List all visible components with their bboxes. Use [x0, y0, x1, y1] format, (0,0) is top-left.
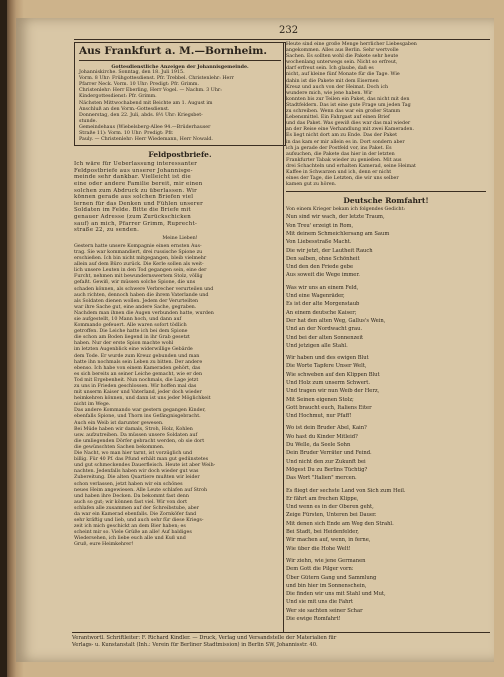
letter-line: sie aufgestellt, 10 Mann hoch, und dann auf: [74, 316, 182, 322]
poem-line: Wie über die Hohe Welt!: [286, 545, 351, 552]
poem-line: Wir ziehn, wie jene Germanen: [286, 557, 366, 564]
continuation-line: darf erfreut sein. Ich glaube, daß es: [286, 66, 374, 72]
letter-line: billig. Für 40 Pf. das Pfund erhält man gut gedünstetes: [74, 457, 209, 463]
intro-line: Feldpostbriefe aus unserer Johannisge-: [74, 167, 193, 174]
poem-line: Du Welle, da Seele Sohn: [286, 442, 351, 449]
poem-line: Wie schweben auf den Klippen Blut: [286, 371, 380, 378]
footer-imprint: [72, 632, 490, 649]
letter-line: Gruß, eure Heimkehrer!: [74, 542, 134, 548]
intro-line: Ich wäre für Ueberlassung interessanter: [74, 161, 198, 168]
letter-line: Wiedersehen, ich liebe euch alle und Kuß und: [74, 536, 186, 542]
section-rule: [286, 191, 486, 192]
notice-line: Johanniskirche. Sonntag, den 18. Juli 1915.: [79, 70, 185, 76]
intro-line: sauf) an mich, Pfarrer Grimm, Ruprecht-: [74, 220, 198, 227]
notice-line: Pauly. — Christenlehr: Herr Wiedemann, Herr Nowald.: [79, 137, 213, 143]
poem-line: Mögest Du zu Berlins Tüchtig?: [286, 466, 368, 473]
letter-line: zeit ich mich geschickt an dem Bier haben; es: [74, 524, 186, 530]
poem-line: An einem deutsche Kaiser;: [286, 309, 357, 316]
letter-line: Gestern hatte unsere Kompagnie einen ernsten Aus-: [74, 243, 202, 249]
page-number: 232: [279, 25, 299, 36]
intro-line: solchen zum Abdruck zu überlassen. Wir: [74, 187, 198, 194]
notice-line: Vorm. 8 Uhr: Frühgottesdienst. Pfr. Trebbel. Christenlehr: Herr: [79, 76, 234, 82]
poem-line: Und nicht den zur Zukunft bei: [286, 458, 366, 465]
letter-line: und haben ihre Decken. Da bekommt fast denn: [74, 493, 189, 499]
continuation-line: Lebensmittel. Ein Fahrgast auf einen Brief: [286, 115, 390, 121]
notice-subtitle: Gottesdienstliche Anzeigen der Johannisgemeinde.: [111, 64, 249, 70]
poem-stanza: [286, 424, 486, 482]
continuation-line: dahin ist die Pakete mit dem Eisernen: [286, 78, 379, 84]
letter-line: Die Nacht, wo man hier tarnt, ist vorzüglich und: [74, 451, 193, 457]
notice-lines: [79, 70, 281, 143]
poem-line: Wo ist dein Bruder Abel, Kain?: [286, 425, 367, 432]
right-column: [286, 42, 486, 627]
poem-stanza: [286, 354, 486, 420]
letter-line: lich unsere Leuten in den Tod gegangen sein, eine der: [74, 268, 207, 274]
poem-line: Gott braucht euch, Italiens Eiter: [286, 404, 372, 411]
letter-line: als Soldaten dienen wollen. Jedem der Verurteilten: [74, 298, 199, 304]
continuation-line: Sachen. Es sollten wohl die Pakete sehr heute: [286, 54, 399, 60]
poem-line: Von Liebesstraße Macht.: [286, 239, 352, 246]
notice-line: Christenlehr: Herr Eberling, Herr Vogel. — Nachm. 3 Uhr:: [79, 88, 222, 94]
continuation-line: wundere mich, wie jene haben. Wir: [286, 90, 373, 96]
continuation-line: Frankfurter Tabak wieder zu genießen. Mit aus: [286, 157, 402, 163]
poem-line: Aus soweit die Wege immer.: [286, 272, 360, 279]
continuation-line: wochenlang unterwegs sein. Nicht so erfreut,: [286, 60, 398, 66]
letter-continuation: [286, 42, 486, 188]
feldpost-intro: [74, 161, 286, 234]
continuation-line: an der Reise eine Verhandlung mit zwei Kameraden.: [286, 127, 414, 133]
letter-line: neues Heim angewiesen. Alle Leute schlafen auf Stroh: [74, 487, 208, 493]
continuation-line: kamen gut zu hören.: [286, 182, 337, 188]
letter-line: mit unserm Kaiser und Vaterland, jeder doch wieder: [74, 390, 202, 396]
poem-line: Wer sie sachten seiner Schar: [286, 607, 363, 614]
poem-line: Nun sind wir wach, der letzte Traum,: [286, 214, 385, 221]
letter-line: Nachdem man ihnen die Augen verbunden hatte, wurden: [74, 310, 214, 316]
continuation-line: und das Paket. Was gewiß dies war das mal wieder: [286, 121, 411, 127]
poem-line: Wir machen auf, wenn, in ferne,: [286, 537, 371, 544]
poem-line: Wo hast du Kinder Mitleid?: [286, 433, 358, 440]
poem-line: Und eine Wagenräder,: [286, 293, 345, 300]
poem-line: Und sie mit uns die Fahrt: [286, 599, 353, 606]
continuation-line: Kreuz und auch von der Heimat. Doch ich: [286, 84, 389, 90]
continuation-line: nicht, auf kleine fünf Monate für die Tage. Wie: [286, 72, 400, 78]
notice-line: Straße 11): Vorm. 10 Uhr: Predigt: Pfr.: [79, 131, 174, 137]
book-spine: [0, 0, 7, 677]
poem-line: Die ewige Romfahrt!: [286, 616, 341, 622]
poem-line: Dem Gott die Pilger vorn:: [286, 566, 354, 573]
letter-line: Furcht, nehmen mit bewundernswertem Stolz, völlig: [74, 274, 203, 280]
letter-line: die gewünschten Sachen bekommen.: [74, 444, 165, 450]
letter-line: schlafen alle zusammen auf der Schreibstube, aber: [74, 505, 199, 511]
letter-body: [74, 244, 286, 549]
poem-line: Was wir uns an einem Feld,: [286, 284, 359, 291]
letter-line: schon verlassen, jetzt haben wir ein schönes: [74, 481, 183, 487]
notice-line: Nächsten Mittwochabend mit Beichte am 1. August im: [79, 100, 213, 106]
letter-line: dem Tode. Er wurde zum Kreuz gebunden und man: [74, 353, 200, 359]
continuation-line: ich ja gerade der Postfeld vor, ins Paket. Es: [286, 145, 392, 151]
letter-line: hatte ihn nochmals sein Leben zu bitten. Der andere: [74, 359, 203, 365]
continuation-line: in das kam er mir allein es in. Dort sondern aber: [286, 139, 405, 145]
poem-title: Deutsche Romfahrt!: [343, 196, 429, 206]
poem-stanza: [286, 557, 486, 623]
notice-title: Aus Frankfurt a. M.—Bornheim.: [79, 45, 268, 57]
poem-line: Die Worte Tapfere Unser Welt,: [286, 363, 367, 370]
letter-line: getroffen. Die Leiche hatte ich bei dem Spione: [74, 329, 188, 335]
continuation-line: Stadtfeldern. Das ist eine gute Frage um jeden Tag: [286, 102, 411, 108]
letter-line: ebenso. Ich habe von einem Kameraden gehört, das: [74, 365, 201, 371]
feldpost-title: Feldpostbriefe.: [148, 150, 212, 160]
letter-line: nicht im Wege.: [74, 402, 111, 408]
intro-line: lernen für das Denken und Fühlen unserer: [74, 200, 204, 207]
notice-rule: [79, 60, 281, 61]
letter-line: zu uns in Frieden geschlossen. Wir hoffen mal das: [74, 384, 197, 389]
continuation-line: zu schreiben. Wenn das war ein großer Stamm: [286, 109, 401, 115]
poem-line: Wir haben und des ewigen Blut: [286, 355, 369, 362]
letter-line: haben. Nur der erste Spion machte wohl: [74, 341, 174, 347]
church-notice-box: [74, 42, 286, 146]
poem-line: Von Treu' erzeigt in Rom,: [286, 222, 354, 229]
letter-line: da war ein Kamerad ebenfalls. Die Zornköfer fand: [74, 511, 197, 517]
intro-line: können gerade aus solchen Briefen viel: [74, 194, 194, 201]
poem-line: Dein Bruder Verräter und Feind.: [286, 450, 372, 457]
poem-line: Er fährt am frechen Klippe,: [286, 495, 359, 502]
notice-line: Kindergottesdienst: Pfr. Grimm.: [79, 94, 157, 100]
poem-line: Bei Stadt, bei Heidenfelder,: [286, 529, 359, 536]
poem-line: Es ist der alte Morgenstaub: [286, 301, 360, 308]
letter-line: Kommando gefeuert. Alle waren sofort tödlich: [74, 323, 187, 329]
continuation-line: Es liegt nicht dort am zu Ende. Das der Paket: [286, 133, 398, 139]
letter-line: die umliegenden Dörfer gebracht werden, ob sie dort: [74, 438, 205, 444]
notice-line: Gemeindehaus (Wiebelsberg-Allee 94.—Brüderhauser: [79, 124, 211, 130]
imprint-line: Verlags- u. Kunstanstalt (Inh.: Verein für Berliner Stadtmission) in Berlin SW, Johannisstr. 40.: [72, 641, 318, 648]
letter-line: auch richten, dennoch haben die ihrem Vaterlande und: [74, 292, 209, 298]
continuation-line: konnten bis zur Teilen ein Paket, das nicht mit den: [286, 96, 410, 102]
poem-line: Mit deinem Schmeichlersang am Saum: [286, 230, 390, 237]
poem-stanza: [286, 487, 486, 553]
letter-line: sehr kräftig und lieb, und auch sehr für diese Kriegs-: [74, 518, 204, 524]
poem-line: Der hat den alten Weg, Gallus's Wein,: [286, 317, 386, 324]
poem-line: Und wenn es in der Oberen geht,: [286, 504, 374, 511]
letter-line: allein auf dem Büro zurück. Die Kerle sollen als weit-: [74, 262, 204, 268]
poem-stanza: [286, 284, 486, 350]
letter-salutation: Meine Lieben!: [162, 235, 198, 241]
letter-line: trag. Sie war kommandiert, drei russische Spione zu: [74, 249, 203, 255]
poem-intro: Von einem Krieger bekam ich folgendes Gedicht:: [286, 207, 406, 213]
letter-line: Tod mit Ergebenheit. Nun nochmals, die Lage jetzt: [74, 377, 199, 383]
poem-line: Und bei der alten Sonnenzeit: [286, 334, 364, 341]
continuation-line: Heute sind eine große Menge herrlicher Liebesgaben: [286, 42, 417, 47]
letter-line: auch so gut; wir können fast viel. Wir von dort: [74, 499, 188, 505]
poem-line: Es fliegt der sechste Land von Sich zum Heil.: [286, 487, 406, 494]
poem-line: und bin hier im Sonnenschein,: [286, 582, 367, 589]
poem-line: Und den den Friede gebe: [286, 264, 354, 271]
top-rule: [74, 39, 490, 40]
continuation-line: drei Schachteln und erhalten Kamerad, seine Heimat: [286, 163, 416, 169]
poem-line: Und Holz zum unserm Schwert.: [286, 379, 370, 386]
notice-line: Donnerstag, den 22. Juli, abds. 8½ Uhr: Kriegsbet-: [79, 112, 203, 118]
letter-line: im letzten Augenblick eine widerwillige Gebärde: [74, 347, 193, 353]
notice-line: stunde.: [79, 118, 98, 124]
intro-line: straße 22, zu senden.: [74, 227, 140, 234]
letter-line: es sich bereits an seiner Leiche gemacht, wie er den: [74, 371, 203, 377]
letter-line: Das andere Kommando war gestern gegangen Kinder,: [74, 408, 206, 414]
intro-line: meinde sehr dankbar. Vielleicht ist die: [74, 174, 191, 181]
intro-line: Soldaten im Felde. Bitte die Briefe mit: [74, 207, 191, 214]
letter-line: ebenfalls Spione, und Thorn ins Gefängnisgebracht.: [74, 414, 201, 420]
letter-line: heimkehren können, und dann ist uns jeder Möglichkeit: [74, 396, 211, 402]
imprint-line: Verantwortl. Schriftleiter: F. Richard Kindler. — Druck, Verlag und Versandstelle der Materialien für: [72, 635, 337, 641]
poem-body: [286, 213, 486, 623]
continuation-line: eines der Tage, die Letzten, die wir uns selber: [286, 176, 399, 182]
letter-line: schaden können, als schwere Verbrecher verurteilen und: [74, 286, 214, 292]
poem-line: Die finden wir uns mit Stahl und Mut,: [286, 591, 386, 598]
poem-line: Und an der Nordwacht grau.: [286, 326, 363, 333]
letter-line: die schon am Boden liegend in ihr Grab gesetzt: [74, 335, 190, 341]
poem-line: Und tragen wir nun Weib der Herz,: [286, 388, 380, 395]
letter-line: usw. aufzutreiben. Da müssen unsere Soldaten auf: [74, 432, 198, 438]
letter-line: scheint mir so. Viele Grüße an alle! Auf baldiges: [74, 530, 192, 536]
letter-line: erschießen. Ich bin nicht mitgegangen, bleib vielmehr: [74, 256, 207, 262]
intro-line: genauer Adresse (zum Zurückschicken: [74, 213, 192, 220]
poem-line: Und jetzigen alle Stahl.: [286, 342, 348, 349]
letter-line: war ihre Sache gut, eine andere Sache, gegraben.: [74, 304, 197, 310]
intro-line: eine oder andere Familie bereit, mir einen: [74, 181, 203, 187]
poem-line: Zeige Fürsten, Unteren bei Dauer.: [286, 512, 377, 519]
continuation-line: Kaffee in Schwarzen und ich, denn er nicht: [286, 169, 392, 175]
letter-line: Bei Müde haben wir damals, Stroh, Holz, Kohlen: [74, 426, 193, 432]
letter-line: Zubereitung. Die alten Quartiere mußten wir leider: [74, 475, 200, 481]
poem-line: Die wir jetzt, der Lautheit Rauch: [286, 247, 373, 254]
poem-stanza: [286, 213, 486, 279]
notice-line: Anschluß an den Vorm.-Gottesdienst.: [79, 106, 170, 112]
poem-line: Und Hochmut, nur Pfaff!: [286, 413, 352, 420]
poem-line: Den salben, ohne Schönheit: [286, 255, 360, 262]
letter-line: gefaßt. Gewiß, wir müssen solche Spione, die uns: [74, 280, 196, 286]
letter-line: und gut schmeckendes Dauerfleisch. Heute ist aber Weih-: [74, 463, 216, 469]
poem-line: Mit Seinen eigenen Stolz;: [286, 396, 354, 403]
continuation-line: angekommen. Alles aus Berlin. Sehr wertvolle: [286, 48, 399, 54]
poem-line: Über Gütern Gang und Sammlung: [286, 574, 377, 581]
continuation-line: aufsuchen, die Pakete das hier in der letzten: [286, 151, 395, 157]
letter-line: nachten. Jedenfalls haben wir doch wieder gut was: [74, 469, 199, 475]
notice-line: Pfarrer Neck. Vorm. 10 Uhr: Predigt: Pfr. Grimm.: [79, 82, 199, 88]
poem-line: Das Wort "Italien" mercen.: [286, 475, 357, 482]
poem-line: Mit denen sich Ende am Weg den Strahl.: [286, 520, 394, 527]
left-column: [74, 42, 286, 549]
letter-line: Auch ein Weib ist darunter gewesen.: [74, 420, 164, 426]
